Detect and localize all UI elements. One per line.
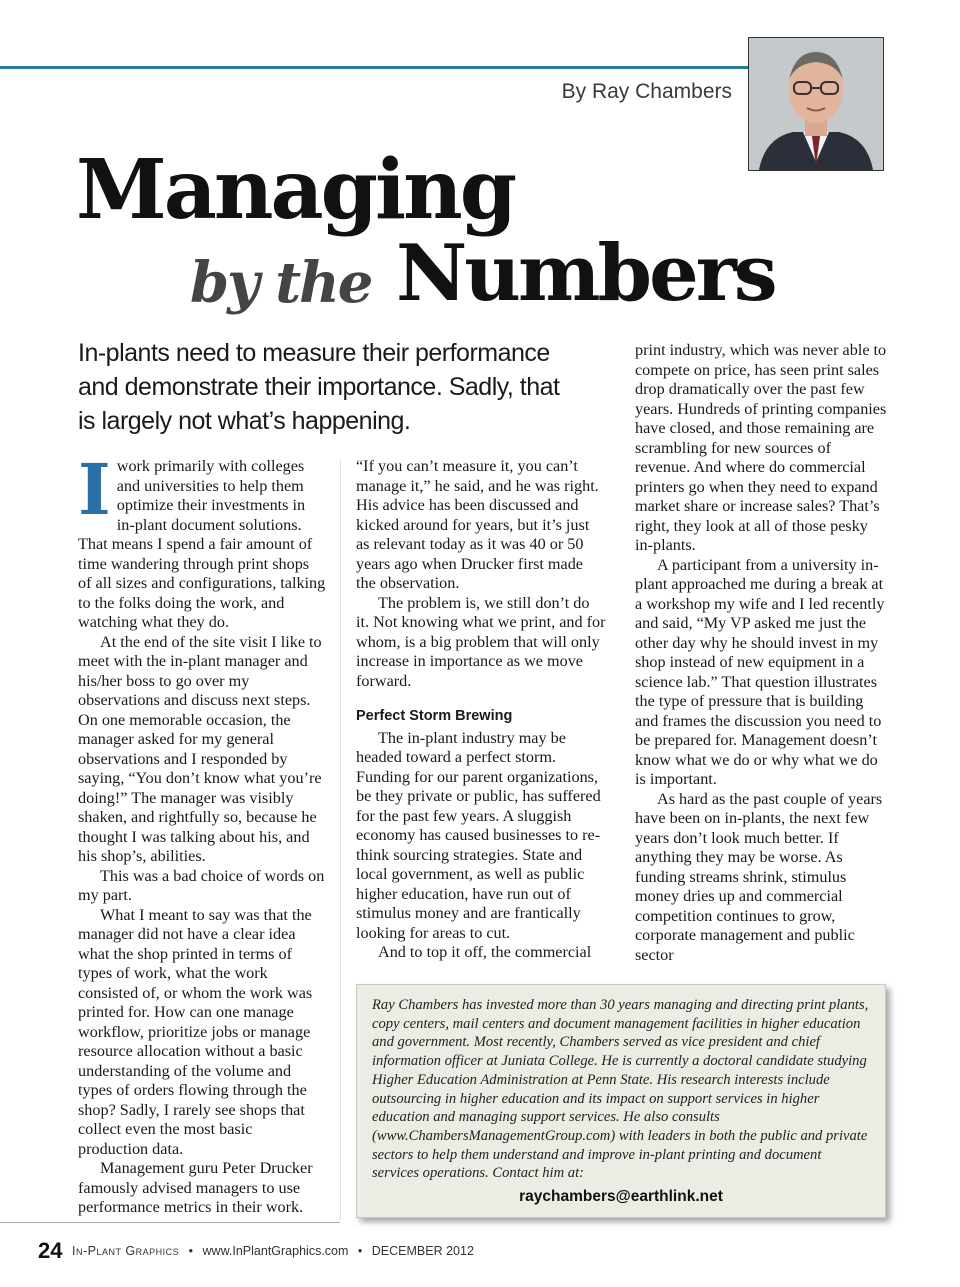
issue-date: DECEMBER 2012	[371, 1244, 474, 1258]
author-bio-box	[356, 984, 886, 1218]
paragraph: At the end of the site visit I like to meet with the in-plant manager and his/her boss to go over my observations and discuss next steps. On one memorable occasion, the manager asked for my general observations and I responded by saying, “You don’t know what you’re doing!” The manager was visibly shaken, and rightfully so, because he thought I was talking about his, and his shop’s, abilities.	[78, 632, 322, 865]
paragraph	[78, 448, 326, 633]
paragraph: The in-plant industry may be headed toward a perfect storm. Funding for our parent organizations, be they private or public, has suffered for the past few years. A sluggish economy has caused businesses to re-think sourcing strategies. State and local government, as well as public higher education, have run out of stimulus money and are frantically looking for areas to cut.	[356, 728, 601, 942]
author-bio-text: Ray Chambers has invested more than 30 years managing and directing print plants, copy centers, mail centers and document management facilities in higher education and government. Most recently, Chambers served as vice president and chief information officer at Juniata College. He is currently a doctoral candidate studying Higher Education Administration at Penn State. His research interests include outsourcing in higher education and its impact on support services in higher education and managing support services. He also consults (www.ChambersManagementGroup.com) with leaders in both the public and private sectors to help them understand and improve in-plant printing and document services operations. Contact him at:	[372, 997, 869, 1182]
drop-cap: I	[78, 448, 111, 531]
footer-bullet: •	[188, 1244, 194, 1258]
article-column-1	[78, 448, 326, 1218]
header-rule	[0, 66, 748, 69]
byline: By Ray Chambers	[561, 80, 732, 103]
paragraph-text: work primarily with colleges and universities to help them optimize their investments in in-plant document solutions. That means I spend a fair amount of time wandering through print shops of all sizes and configurations, talking to the folks doing the work, and watching what they do.	[78, 457, 326, 631]
paragraph: This was a bad choice of words on my part.	[78, 866, 325, 904]
article-column-2	[356, 457, 606, 963]
paragraph: print industry, which was never able to compete on price, has seen print sales drop dramatically over the past few years. Hundreds of printing companies have closed, and those remaining are scrambling for new sources of revenue. And where do commercial printers go when they need to expand market share or increase sales? That’s right, they look at all of those pesky in-plants.	[635, 341, 887, 554]
footer-rule	[0, 1222, 340, 1223]
publication-url[interactable]: www.InPlantGraphics.com	[202, 1244, 349, 1258]
headline-by-the: by the	[190, 250, 372, 316]
paragraph: What I meant to say was that the manager did not have a clear idea what the shop printed in terms of types of work, what the work consisted of, or whom the work was printed for. How can one manage workflow, prioritize jobs or manage resource allocation without a basic understanding of the volume and types of orders flowing through the shop? Sadly, I rarely see shops that collect even the most basic production data.	[78, 905, 313, 1158]
paragraph: The problem is, we still don’t do it. Not knowing what we print, and for whom, is a big problem that will only increase in importance as we move forward.	[356, 593, 606, 690]
publication-name: In-Plant Graphics	[71, 1244, 180, 1258]
paragraph: As hard as the past couple of years have been on in-plants, the next few years don’t look much better. If anything they may be worse. As funding streams shrink, stimulus money dries up and commercial competition continues to grow, corporate management and public sector	[635, 789, 883, 964]
paragraph: Management guru Peter Drucker famously advised managers to use performance metrics in their work.	[78, 1159, 313, 1216]
headline-numbers: Numbers	[396, 228, 775, 319]
page-footer	[38, 1238, 474, 1264]
paragraph: And to top it off, the commercial	[378, 943, 592, 961]
paragraph: A participant from a university in-plant approached me during a break at a workshop my wife and I led recently and said, “My VP asked me just the other day why he should invest in my shop instead of new equipment in a science lab.” That question illustrates the type of pressure that is building and frames the discussion you need to be prepared for. Management doesn’t know what we do or why what we do is important.	[635, 555, 885, 788]
footer-bullet: •	[357, 1244, 363, 1258]
section-subhead: Perfect Storm Brewing	[356, 708, 513, 724]
page-number: 24	[38, 1238, 63, 1263]
headline-line1: Managing	[76, 142, 515, 238]
author-email-link[interactable]: raychambers@earthlink.net	[519, 1188, 723, 1205]
column-divider	[340, 460, 341, 1220]
deck-subtitle: In-plants need to measure their performance and demonstrate their importance. Sadly, that is largely not what’s happening.	[78, 339, 560, 435]
author-photo	[748, 37, 884, 171]
paragraph: “If you can’t measure it, you can’t manage it,” he said, and he was right. His advice has been discussed and kicked around for years, but it’s just as relevant today as it was 40 or 50 years ago when Drucker first made the observation.	[356, 457, 599, 592]
article-column-3	[635, 341, 887, 965]
